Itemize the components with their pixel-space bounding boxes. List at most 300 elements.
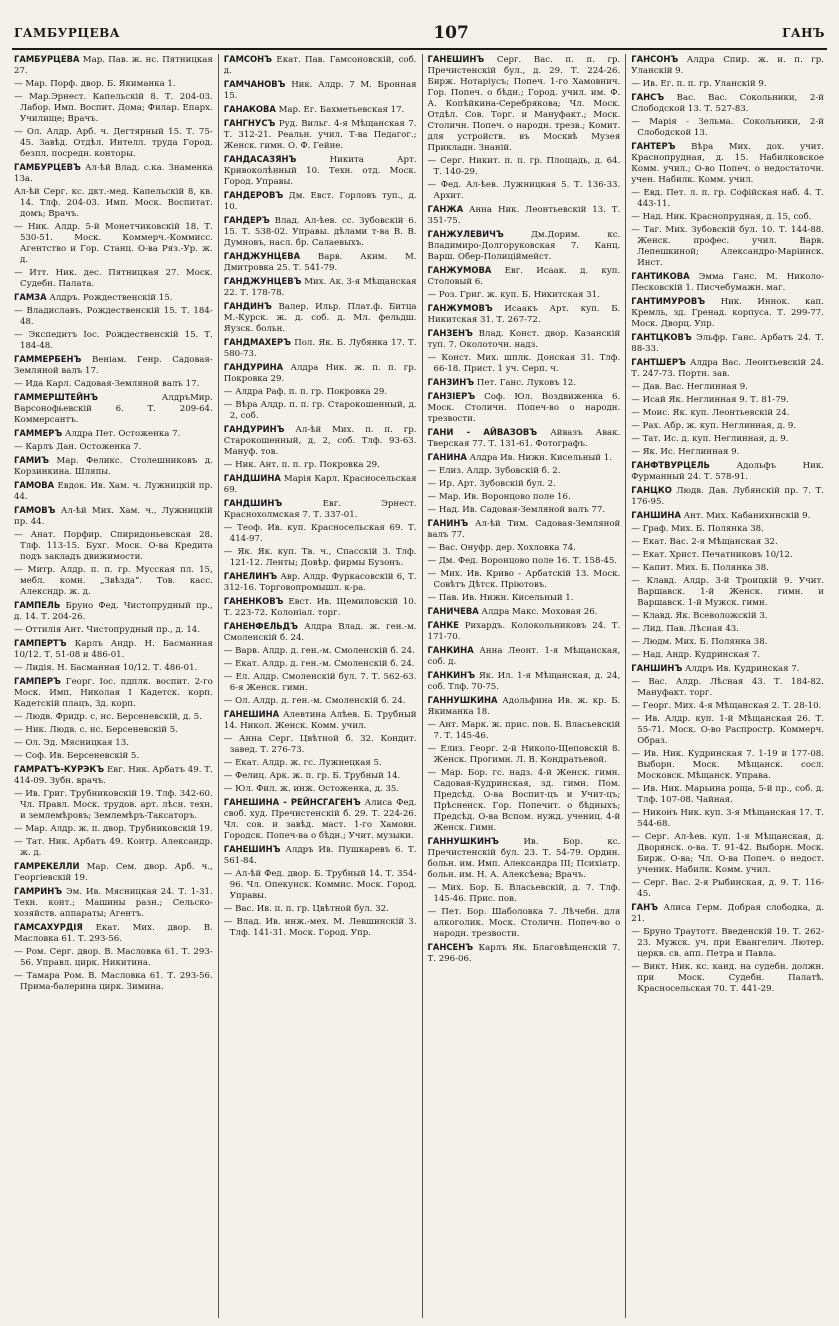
entry-text: — Тамара Ром. В. Масловка 61. Т. 293-56. Прима-балерина цирк. Зимина. — [14, 971, 213, 992]
directory-entry — [428, 427, 621, 450]
header-left-guide-word: ГАМБУРЦЕВА — [14, 26, 121, 40]
entry-surname: ГАНЕНФЕЛЬДЪ — [223, 621, 299, 631]
entry-surname: ГАНТЦКОВЪ — [631, 332, 692, 342]
entry-text: Алдра Влад. ж. ген.-м. Смоленскій б. 24. — [223, 622, 417, 643]
entry-text: Дм. Евст. Горловъ туп., д. 10. — [223, 191, 417, 212]
directory-entry — [14, 789, 213, 822]
directory-entry — [428, 377, 621, 389]
entry-text: Як. Ил. 1-я Мѣщанская, д. 24, соб. Тлф. 70-75. — [427, 671, 621, 692]
entry-text: — Владиславъ. Рождественскій 15. Т. 184-48. — [14, 306, 213, 327]
entry-text: Алдра Макс. Моховая 26. — [481, 607, 598, 617]
directory-entry — [631, 563, 824, 574]
entry-text: Ал-ѣй Мих. Хам. ч., Лужницкій пр. 44. — [14, 506, 213, 527]
directory-entry — [428, 606, 621, 618]
entry-text: — Анна Серг. Цвѣтной б. 32. Кондит. завед. Т. 276-73. — [223, 734, 417, 755]
directory-entry — [428, 353, 621, 375]
directory-entry — [631, 611, 824, 622]
directory-entry — [224, 337, 417, 360]
header-right-guide-word: ГАНЪ — [782, 26, 825, 40]
entry-text: — Капит. Мих. Б. Полянка 38. — [631, 563, 769, 573]
directory-entry — [428, 479, 621, 490]
entry-text: — Клавд. Як. Всеволожскій 3. — [631, 611, 768, 621]
directory-entry — [14, 428, 213, 440]
entry-text: Екат. Мих. двор. В. Масловка 61. Т. 293-56. — [14, 923, 213, 944]
running-header — [14, 22, 825, 44]
directory-entry — [631, 92, 824, 115]
directory-entry — [224, 797, 417, 842]
entry-surname: ГАНЕШИНЪ — [223, 844, 281, 854]
directory-entry — [14, 837, 213, 859]
entry-surname: ГАНДШИНА — [223, 473, 281, 483]
entry-text: — Дав. Вас. Неглинная 9. — [631, 382, 748, 392]
entry-text: Алдра Вас. Леонтьевскій 24. Т. 247-73. Портн. зав. — [631, 358, 825, 379]
entry-text: — Ник. Алдр. 5-й Монетчиковскій 18. Т. 530-51. Моск. Коммерч.-Коммисс. Агентство и Гор. Станц. О-ва Ряз.-Ур. ж. д. — [14, 222, 213, 265]
entry-text: — Ив. Ник. Кудринская 7. 1-19 и 177-08. Выборн. Моск. Мѣщанск. сосл. Московск. Мѣщанск. Управа. — [631, 749, 824, 781]
entry-text: — Фед. Ал-ѣев. Лужницкая 5. Т. 136-33. Архит. — [427, 180, 621, 201]
directory-entry — [631, 357, 824, 380]
entry-text: Карлъ Андр. Н. Басманная 10/12. Т. 51-08 и 486-01. — [14, 639, 213, 660]
entry-text: Карлъ Як. Благовѣщенскій 7. Т. 296-06. — [427, 943, 621, 964]
entry-text: — Моис. Як. куп. Леонтьевскій 24. — [631, 408, 790, 418]
entry-text: Исаакъ Арт. куп. Б. Никитская 31. Т. 267-72. — [427, 304, 621, 325]
entry-text: Алиса Герм. Добрая слободка, д. 21. — [631, 903, 825, 924]
entry-surname: ГАНЕНКОВЪ — [223, 596, 284, 606]
directory-entry — [14, 712, 213, 723]
entry-text: Алдра Пет. Остоженка 7. — [64, 429, 181, 439]
entry-surname: ГАНИНА — [427, 452, 467, 462]
directory-entry — [14, 480, 213, 503]
entry-text: Екат. Пав. Гамсоновскій, соб. д. — [223, 55, 417, 76]
directory-entry — [14, 638, 213, 661]
directory-entry — [14, 676, 213, 710]
entry-text: — Карлъ Дан. Остоженка 7. — [14, 442, 142, 452]
directory-entry — [224, 154, 417, 188]
entry-text: Пет. Ганс. Луковъ 12. — [476, 378, 576, 388]
entry-text: Евг. Ник. Арбатъ 49. Т. 414-09. Зубн. врачъ. — [14, 765, 213, 786]
directory-entry — [14, 306, 213, 328]
column-2 — [218, 54, 422, 1318]
entry-surname: ГАНДУРИНА — [223, 362, 284, 372]
directory-entry — [631, 624, 824, 635]
entry-surname: ГАНКИНА — [427, 645, 474, 655]
directory-entry — [428, 883, 621, 905]
entry-text: — Итт. Ник. дес. Пятницкая 27. Моск. Судебн. Палата. — [14, 268, 213, 289]
directory-entry — [631, 54, 824, 77]
directory-entry — [428, 720, 621, 742]
directory-columns — [14, 54, 829, 1318]
directory-entry — [428, 265, 621, 288]
entry-surname: ГАНЕШИНА - РЕЙНСГАГЕНЪ — [223, 797, 361, 807]
entry-text: — Над. Ник. Краснопрудная, д. 15, соб. — [631, 212, 812, 222]
entry-text: Георг. Іос. пдплк. воспит. 2-го Моск. Имп. Николая I Кадетск. корп. Кадетскій плацъ, Зд. корп. — [14, 677, 213, 709]
directory-entry — [224, 362, 417, 385]
entry-surname: ГАНСЕНЪ — [427, 942, 474, 952]
directory-entry — [224, 621, 417, 644]
directory-entry — [14, 127, 213, 160]
directory-entry — [631, 332, 824, 355]
directory-entry — [631, 663, 824, 675]
directory-entry — [428, 836, 621, 881]
directory-entry — [428, 452, 621, 464]
entry-surname: ГАМПЕЛЬ — [14, 600, 61, 610]
page-number: 107 — [433, 23, 469, 43]
directory-entry — [428, 569, 621, 591]
entry-text: — Вас. Ив. п. п. гр. Цвѣтной бул. 32. — [223, 904, 389, 914]
entry-text: — Ром. Серг. двор. В. Масловка 61. Т. 293-56. Управл. цирк. Никитина. — [14, 947, 213, 968]
entry-text: — Экспедитъ Іос. Рождественскій 15. Т. 184-48. — [14, 330, 213, 351]
entry-text: Анна Леонт. 1-я Мѣщанская, соб. д. — [427, 646, 621, 667]
directory-entry — [224, 596, 417, 619]
entry-text: Влад. Ал-ѣев. сс. Зубовскій 6. 15. Т. 538-02. Управы. дѣлами т-ва В. В. Думновъ, насл. бр. Салаевыхъ. — [223, 216, 417, 248]
directory-entry — [631, 225, 824, 269]
entry-surname: ГАНДИНЪ — [223, 301, 272, 311]
entry-text: Ник. Иннок. кап. Кремль, зд. Гренад. корпуса. Т. 299-77. Моск. Дворц. Упр. — [631, 297, 824, 329]
directory-entry — [631, 701, 824, 712]
entry-text: — Ол. Алдр. Арб. ч. Дегтярный 15. Т. 75-45. Завѣд. Отдѣл. Интелл. труда Город. безпл. посредн. конторы. — [14, 127, 213, 159]
entry-text: — Серг. Вас. 2-я Рыбинская, д. 9. Т. 116-45. — [631, 878, 824, 899]
entry-surname: ГАННУШКИНА — [427, 695, 498, 705]
directory-entry — [14, 861, 213, 884]
entry-text: Вас. Вас. Сокольники, 2-й Слободской 13. Т. 527-83. — [631, 93, 824, 114]
directory-entry — [224, 646, 417, 657]
entry-text: Марія Карл. Красносельская 69. — [223, 474, 417, 495]
directory-entry — [14, 392, 213, 426]
directory-entry — [631, 382, 824, 393]
entry-text: — Конст. Мих. шплк. Донская 31. Тлф. 66-18. Прист. 1 уч. Серп. ч. — [427, 353, 621, 374]
entry-text: — Никонъ Ник. куп. 3-я Мѣщанская 17. Т. 544-68. — [631, 808, 824, 829]
entry-surname: ГАМРАТЪ-КУРЭКЪ — [14, 764, 105, 774]
entry-text: — Соф. Ив. Берсеневскій 5. — [14, 751, 140, 761]
entry-text: — Исай Як. Неглинная 9. Т. 81-79. — [631, 395, 789, 405]
entry-text: — Екат. Алдр. д. ген.-м. Смоленскій б. 24. — [223, 659, 415, 669]
entry-surname: ГАНЖУЛЕВИЧЪ — [427, 229, 504, 239]
entry-text: АлдръМир. Варсонофьевскій 6. Т. 209-64. Коммерсантъ. — [14, 393, 213, 425]
directory-entry — [14, 565, 213, 598]
directory-entry — [428, 290, 621, 301]
directory-entry — [224, 869, 417, 902]
directory-entry — [224, 771, 417, 782]
directory-entry — [224, 118, 417, 152]
directory-entry — [224, 659, 417, 670]
directory-entry — [14, 354, 213, 377]
entry-text: — Викт. Ник. кс. канд. на судебн. должн. при Моск. Судебн. Палатѣ. Красносельская 70. Т. 441-29. — [631, 962, 824, 994]
directory-entry — [224, 844, 417, 867]
directory-entry — [14, 725, 213, 736]
column-3 — [422, 54, 626, 1318]
entry-surname: ГАММЕРБЕНЪ — [14, 354, 82, 364]
entry-text: — Мар.Эрнест. Капельскій 8. Т. 204-03. Лабор. Имп. Воспит. Дома; Филар. Епарх. Училище; Врачъ. — [14, 92, 213, 124]
directory-entry — [14, 187, 213, 220]
directory-entry — [631, 188, 824, 210]
entry-surname: ГАНСЪ — [631, 92, 665, 102]
entry-text: — Роз. Григ. ж. куп. Б. Никитская 31. — [427, 290, 600, 300]
entry-text: — Вас. Алдр. Лѣсная 43. Т. 184-82. Мануфакт. торг. — [631, 677, 824, 698]
entry-surname: ГАММЕРШТЕЙНЪ — [14, 392, 99, 402]
directory-entry — [224, 672, 417, 694]
directory-entry — [224, 696, 417, 707]
directory-entry — [428, 156, 621, 178]
entry-surname: ГАНДШИНЪ — [223, 498, 283, 508]
entry-text: Алдра Ив. Нижн. Кисельный 1. — [469, 453, 612, 463]
entry-surname: ГАМБУРЦЕВЪ — [14, 162, 81, 172]
directory-entry — [428, 466, 621, 477]
directory-entry — [631, 902, 824, 925]
entry-text: Рихардъ. Колокольниковъ 24. Т. 171-70. — [427, 621, 621, 642]
entry-surname: ГАНКИНЪ — [427, 670, 476, 680]
entry-surname: ГАНФТВУРЦЕЛЬ — [631, 460, 710, 470]
entry-surname: ГАНИ - АЙВАЗОВЪ — [427, 427, 538, 437]
entry-text: — Ник. Ант. п. п. гр. Покровка 29. — [223, 460, 380, 470]
entry-text: Эм. Ив. Мясницкая 24. Т. 1-31. Техн. конт.; Машины разн.; Сельско-хозяйств. аппараты; Агентъ. — [14, 887, 213, 919]
entry-surname: ГАНТШЕРЪ — [631, 357, 686, 367]
entry-text: — Мар. Ив. Воронцово поле 16. — [427, 492, 571, 502]
directory-entry — [428, 695, 621, 718]
entry-text: — Лид. Пав. Лѣсная 43. — [631, 624, 739, 634]
directory-entry — [428, 505, 621, 516]
directory-entry — [428, 593, 621, 604]
entry-text: Евдок. Ив. Хам. ч. Лужницкій пр. 44. — [14, 481, 213, 502]
directory-entry — [631, 749, 824, 782]
directory-entry — [428, 768, 621, 834]
entry-surname: ГАМРИНЪ — [14, 886, 63, 896]
entry-surname: ГАНТИМУРОВЪ — [631, 296, 706, 306]
directory-entry — [428, 670, 621, 693]
directory-entry — [14, 751, 213, 762]
entry-text: Серг. Вас. п. п. гр. Пречистенскій бул., д. 29. Т. 224-26. Бирж. Нотаріусъ; Попеч. 1-го Хамовнич. Гор. Попеч. о бѣдн.; Город. учил. им. Ф. А. Копѣйкина-Серебрякова; Чл. Моск. Отдѣл. Сов. Торг. и Мануфакт.; Моск. Столичн. Попеч. о народн. трезв.; Комит. для устройств. въ Москвѣ Музея Прикладн. Знаній. — [427, 55, 621, 153]
directory-entry — [14, 922, 213, 945]
directory-entry — [224, 498, 417, 521]
entry-surname: ГАНДМАХЕРЪ — [223, 337, 292, 347]
directory-entry — [631, 650, 824, 661]
directory-entry — [428, 303, 621, 326]
entry-surname: ГАНЕШИНЪ — [427, 54, 485, 64]
entry-text: — Теоф. Ив. куп. Красносельская 69. Т. 414-97. — [223, 523, 417, 544]
entry-text: — Алдра Раф. п. п. гр. Покровка 29. — [223, 387, 388, 397]
entry-text: — Елиз. Георг. 2-й Николо-Щеповскій 8. Женск. Прогимн. Л. В. Кондратьевой. — [427, 744, 621, 765]
entry-surname: ГАМОВЪ — [14, 505, 56, 515]
directory-entry — [631, 460, 824, 483]
entry-text: — Ида Карл. Садовая-Земляной валъ 17. — [14, 379, 200, 389]
entry-text: — Ант. Марк. ж. прис. пов. Б. Власьевскій 7. Т. 145-46. — [427, 720, 621, 741]
entry-surname: ГАНДЕРЪ — [223, 215, 270, 225]
directory-entry — [631, 832, 824, 876]
directory-entry — [14, 54, 213, 77]
entry-surname: ГАМСОНЪ — [223, 54, 273, 64]
entry-text: — Рах. Абр. ж. куп. Неглинная, д. 9. — [631, 421, 797, 431]
entry-surname: ГАНЖУМОВА — [427, 265, 492, 275]
directory-entry — [428, 518, 621, 541]
header-rule — [12, 48, 827, 50]
directory-entry — [224, 904, 417, 915]
entry-text: Пол. Як. Б. Лубянка 17. Т. 580-73. — [223, 338, 417, 359]
entry-text: — Ал-ѣй Фед. двор. Б. Трубный 14. Т. 354-96. Чл. Опекунск. Коммис. Моск. Город. Управы. — [223, 869, 417, 901]
entry-text: Бруно Фед. Чистопрудный пр., д. 14. Т. 204-26. — [14, 601, 213, 622]
directory-entry — [631, 434, 824, 445]
entry-text: Эмма Ганс. М. Николо-Песковскій 1. Писчебумажн. маг. — [631, 272, 824, 293]
entry-surname: ГАНТЕРЪ — [631, 141, 676, 151]
entry-surname: ГАМСАХУРДІЯ — [14, 922, 83, 932]
directory-entry — [428, 543, 621, 554]
entry-text: — Тат. Ник. Арбатъ 49. Контр. Александр. ж. д. — [14, 837, 213, 858]
directory-entry — [631, 212, 824, 223]
entry-text: — Ив. Алдр. куп. 1-й Мѣщанская 26. Т. 55-71. Моск. О-во Распростр. Коммерч. Образ. — [631, 714, 824, 746]
directory-entry — [224, 734, 417, 756]
entry-text: — Ив. Ег. п. п. гр. Уланскій 9. — [631, 79, 767, 89]
entry-text: — Лидія. Н. Басманная 10/12. Т. 486-01. — [14, 663, 198, 673]
entry-text: Ал-ѣй Серг. кс. дкт.-мед. Капельскій 8, кв. 14. Тлф. 204-03. Имп. Моск. Воспитат. домъ; Врачъ. — [14, 187, 213, 219]
directory-entry — [224, 215, 417, 249]
entry-text: — Митр. Алдр. п. п. гр. Мусская пл. 15, мебл. комн. „Звѣзда“. Тов. касс. Алексндр. ж. д. — [14, 565, 213, 597]
directory-entry — [428, 645, 621, 668]
entry-text: — Пав. Ив. Нижн. Кисельный 1. — [427, 593, 574, 603]
entry-text: — Ол. Алдр. д. ген.-м. Смоленскій б. 24. — [223, 696, 406, 706]
entry-surname: ГАНЕШИНА — [223, 709, 280, 719]
directory-entry — [428, 942, 621, 965]
entry-text: Ант. Мих. Кабанихинскій 9. — [683, 511, 811, 521]
entry-text: — Ив. Ник. Марьина роща, 5-й пр., соб. д. Тлф. 107-08. Чайная. — [631, 784, 824, 805]
entry-text: — Мих. Ив. Криво - Арбатскій 13. Моск. Совѣтъ Дѣтск. Пріютовъ. — [427, 569, 621, 590]
entry-surname: ГАМЧАНОВЪ — [223, 79, 286, 89]
entry-surname: ГАНДЕРОВЪ — [223, 190, 284, 200]
entry-surname: ГАМБУРЦЕВА — [14, 54, 80, 64]
entry-text: — Мар. Бор. гс. надз. 4-й Женск. гимн. Садовая-Кудринская, зд. гимн. Пом. Предсѣд. О-ва Воспит-цъ и Учит-цъ; Прѣсненск. Гор. Попечит. о бѣдныхъ; Предсѣд. О-ва Вспом. нужд. учениц. 4-й Женск. Гимн. — [427, 768, 621, 833]
entry-surname: ГАНЗИНЪ — [427, 377, 475, 387]
entry-text: Мих. Ак. 3-я Мѣщанская 22. Т. 178-78. — [223, 277, 417, 298]
entry-text: Ал-ѣй Тим. Садовая-Земляной валъ 77. — [427, 519, 621, 540]
entry-surname: ГАНЕЛИНЪ — [223, 571, 278, 581]
column-4 — [625, 54, 829, 1318]
directory-entry — [14, 79, 213, 90]
entry-text: — Граф. Мих. Б. Полянка 38. — [631, 524, 764, 534]
directory-entry — [224, 301, 417, 335]
entry-text: — Ник. Людв. с. нс. Берсеневскій 5. — [14, 725, 178, 735]
entry-surname: ГАНДЖУНЦЕВА — [223, 251, 301, 261]
entry-surname: ГАММЕРЪ — [14, 428, 63, 438]
entry-text: — Ел. Алдр. Смоленскій бул. 7. Т. 562-63. 6-я Женск. гимн. — [223, 672, 417, 693]
entry-surname: ГАНИЧЕВА — [427, 606, 479, 616]
entry-text: Никита Арт. Кривоколѣнный 10. Техн. отд. Моск. Город. Управы. — [223, 155, 417, 187]
entry-text: — Влад. Ив. инж.-мех. М. Левшинскій 3. Тлф. 141-31. Моск. Город. Упр. — [223, 917, 417, 938]
directory-entry — [631, 784, 824, 806]
directory-entry — [631, 395, 824, 406]
directory-entry — [428, 229, 621, 263]
directory-entry — [631, 927, 824, 960]
entry-surname: ГАНГНУСЪ — [223, 118, 276, 128]
directory-entry — [14, 505, 213, 528]
entry-surname: ГАНШИНЪ — [631, 663, 683, 673]
directory-entry — [14, 222, 213, 266]
entry-text: — Як. Ис. Неглинная 9. — [631, 447, 740, 457]
entry-text: — Марія - Зельма. Сокольники, 2-й Слободской 13. — [631, 117, 824, 138]
entry-surname: ГАМИЪ — [14, 455, 50, 465]
entry-surname: ГАНИНЪ — [427, 518, 469, 528]
directory-entry — [14, 379, 213, 390]
entry-text: — Елиз. Алдр. Зубовскій б. 2. — [427, 466, 561, 476]
directory-entry — [428, 556, 621, 567]
entry-text: — Екат. Алдр. ж. гс. Лужнецкая 5. — [223, 758, 382, 768]
entry-text: Людв. Дав. Лубянскій пр. 7. Т. 176-95. — [631, 486, 824, 507]
entry-text: Адольфъ Ник. Фурманный 24. Т. 578-91. — [631, 461, 824, 482]
entry-text: — Вѣра Алдр. п. п. гр. Старокошенный, д. 2, соб. — [223, 400, 417, 421]
entry-text: Алдръ. Рождественскій 15. — [49, 293, 173, 303]
entry-text: — Людм. Мих. Б. Полянка 38. — [631, 637, 768, 647]
entry-text: — Ол. Эд. Мясницкая 13. — [14, 738, 129, 748]
directory-entry — [631, 141, 824, 186]
entry-surname: ГАНЖА — [427, 204, 464, 214]
directory-entry — [224, 276, 417, 299]
entry-text: Алдръ Ив. Пушкаревъ 6. Т. 561-84. — [223, 845, 417, 866]
directory-entry — [14, 738, 213, 749]
entry-text: Дм.Дорим. кс. Владимиро-Долгоруковская 7. Канц. Варш. Обер-Полиціймейст. — [427, 230, 621, 262]
entry-text: — Людв. Фридр. с. нс. Берсеневскій, д. 5. — [14, 712, 203, 722]
entry-surname: ГАНЖУМОВЪ — [427, 303, 493, 313]
directory-entry — [631, 510, 824, 522]
directory-entry — [14, 947, 213, 969]
directory-entry — [224, 460, 417, 471]
entry-text: Евст. Ив. Щемиловскій 10. Т. 223-72. Колоніал. торг. — [223, 597, 417, 618]
entry-surname: ГАНАКОВА — [223, 104, 276, 114]
directory-entry — [631, 524, 824, 535]
directory-entry — [428, 180, 621, 202]
directory-entry — [428, 391, 621, 425]
directory-entry — [14, 625, 213, 636]
directory-entry — [14, 530, 213, 563]
entry-surname: ГАМРЕКЕЛЛИ — [14, 861, 80, 871]
entry-surname: ГАНДЖУНЦЕВЪ — [223, 276, 302, 286]
entry-text: Алдра Ник. ж. п. п. гр. Покровка 29. — [223, 363, 417, 384]
entry-surname: ГАНШИНА — [631, 510, 681, 520]
directory-entry — [631, 271, 824, 294]
entry-text: Мар. Сем. двор. Арб. ч., Георгіевскій 19. — [14, 862, 213, 883]
entry-text: Вѣра Мих. дох. учит. Краснопрудная, д. 15. Набилковское Комм. учил.; О-во Попеч. о недостаточн. учен. Набилк. Комм. учил. — [631, 142, 824, 185]
directory-entry — [631, 408, 824, 419]
directory-entry — [428, 907, 621, 940]
directory-entry — [428, 492, 621, 503]
directory-entry — [14, 455, 213, 478]
directory-entry — [224, 784, 417, 795]
entry-text: — Над. Андр. Кудринская 7. — [631, 650, 761, 660]
entry-text: Айвазъ Авак. Тверская 77. Т. 131-61. Фотографъ. — [427, 428, 621, 449]
entry-surname: ГАНСОНЪ — [631, 54, 679, 64]
directory-entry — [14, 600, 213, 623]
entry-text: Алдръ Ив. Кудринская 7. — [685, 664, 800, 674]
directory-entry — [631, 714, 824, 747]
entry-text: Алдра Спир. ж. и. п. гр. Уланскій 9. — [631, 55, 824, 76]
directory-entry — [224, 473, 417, 496]
directory-entry — [631, 637, 824, 648]
entry-text: Влад. Конст. двор. Казанскій туп. 7. Околоточн. надз. — [427, 329, 621, 350]
directory-entry — [224, 251, 417, 274]
directory-entry — [631, 485, 824, 508]
entry-text: Ал-ѣй Влад. с.ка. Знаменка 13а. — [14, 163, 213, 184]
entry-surname: ГАМПЕРТЪ — [14, 638, 67, 648]
directory-entry — [14, 162, 213, 185]
directory-entry — [224, 523, 417, 545]
entry-text: — Вас. Онуфр. дер. Хохловка 74. — [427, 543, 576, 553]
entry-text: — Серг. Никит. п. п. гр. Площадь, д. 64. Т. 140-29. — [427, 156, 621, 177]
entry-surname: ГАМОВА — [14, 480, 55, 490]
entry-text: — Анат. Порфир. Спиридоньевская 28. Тлф. 113-15. Бухг. Моск. О-ва Кредита подъ закладъ движимости. — [14, 530, 213, 562]
entry-text: Валер. Ильр. Плат.ф. Битца М.-Курск. ж. д. соб. д. Мл. фельдш. Яузск. больн. — [223, 302, 417, 334]
directory-entry — [14, 971, 213, 993]
directory-entry — [14, 886, 213, 920]
directory-entry — [224, 104, 417, 116]
entry-text: — Евд. Пет. л. п. гр. Софійская наб. 4. Т. 443-11. — [631, 188, 824, 209]
entry-text: — Клавд. Алдр. 3-й Троицкій 9. Учит. Варшавск. 1-й Женск. гимн. и Варшавск. 1-й Мужск. гимн. — [631, 576, 824, 608]
entry-surname: ГАМЗА — [14, 292, 47, 302]
directory-entry — [14, 292, 213, 304]
directory-entry — [631, 878, 824, 900]
